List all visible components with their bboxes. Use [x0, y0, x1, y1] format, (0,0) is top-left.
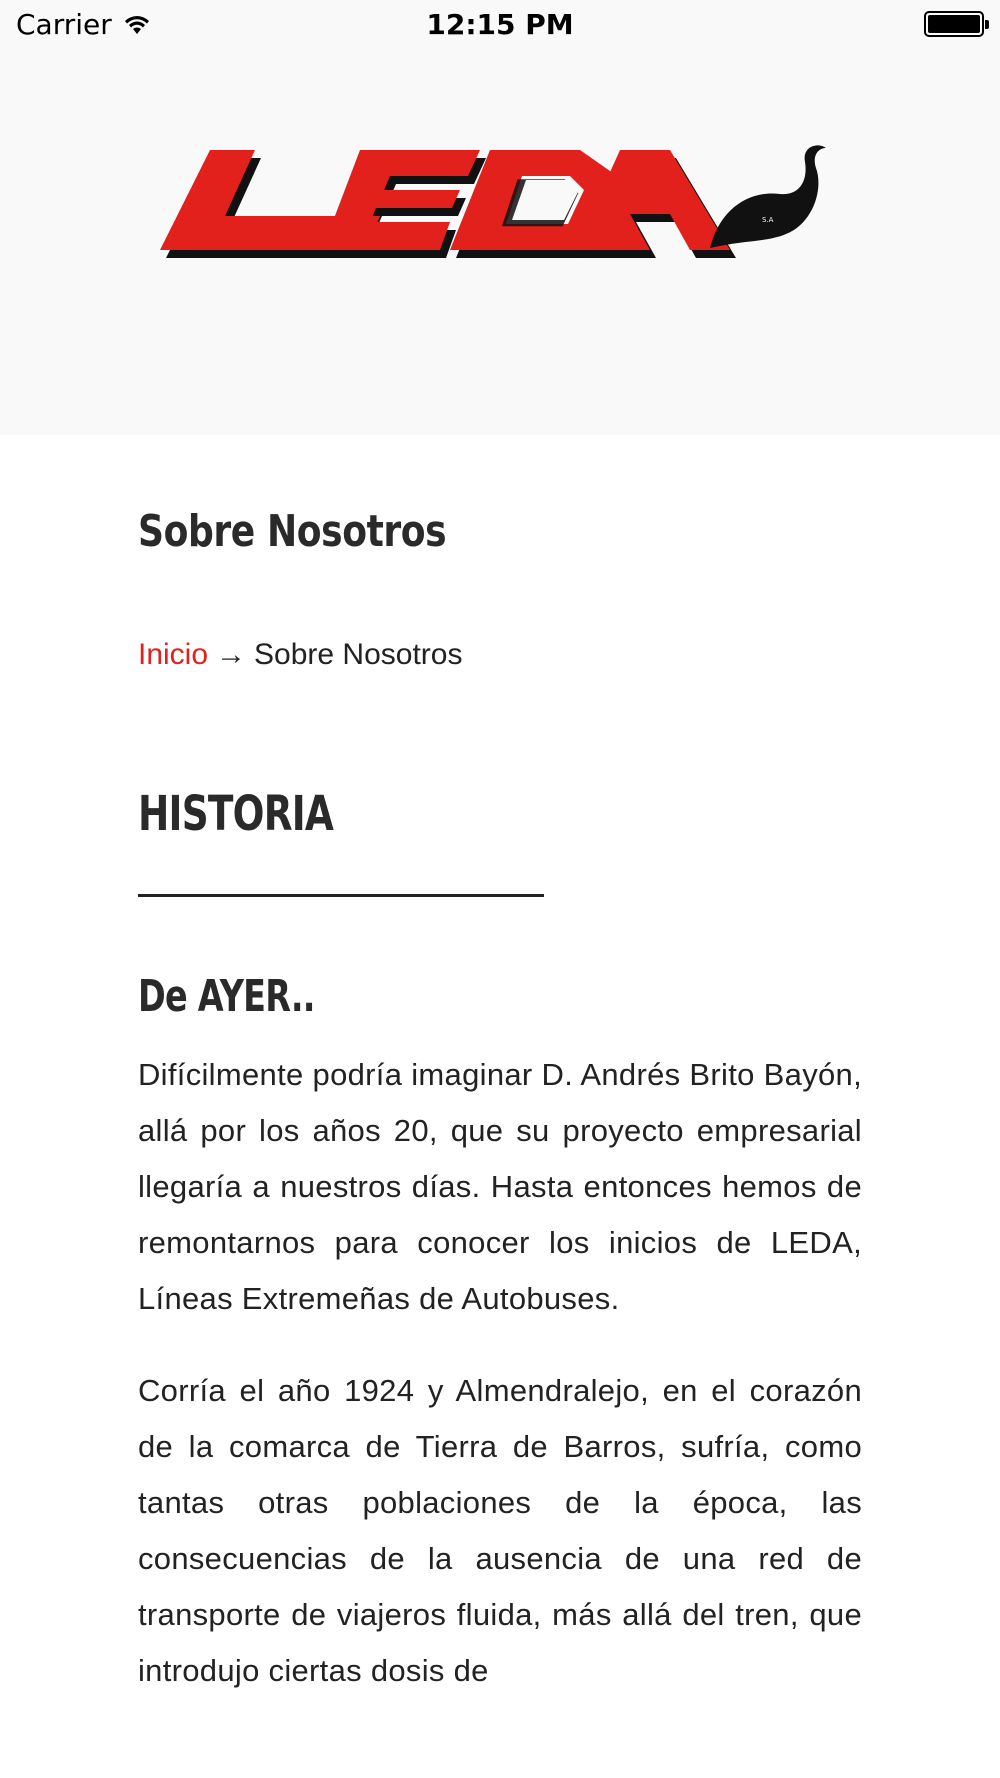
leda-logo [150, 138, 850, 278]
main-content [138, 435, 862, 1699]
section-divider [138, 894, 544, 897]
breadcrumb [138, 640, 862, 670]
status-bar [0, 0, 1000, 48]
breadcrumb-current: Sobre Nosotros [254, 638, 463, 671]
emblem-icon [710, 145, 826, 248]
subsection-title: De AYER.. [138, 971, 315, 1022]
page-title: Sobre Nosotros [138, 506, 447, 557]
history-paragraph-1: Difícilmente podría imaginar D. Andrés Brito Bayón, allá por los años 20, que su proyecto empresarial llegaría a nuestros días. Hasta entonces hemos de remontarnos para conocer los inicios de LEDA, Líneas Extremeñas de Autobuses. [138, 1057, 862, 1316]
wifi-icon [122, 12, 152, 36]
clock: 12:15 PM [426, 7, 574, 41]
battery-icon [924, 11, 984, 37]
history-paragraph-2: Corría el año 1924 y Almendralejo, en el corazón de la comarca de Tierra de Barros, sufría, como tantas otras poblaciones de la época, las consecuencias de la ausencia de una red de transporte de viajeros fluida, más allá del tren, que introdujo ciertas dosis de [138, 1373, 862, 1688]
brand-logo[interactable] [150, 138, 850, 278]
carrier-label: Carrier [16, 7, 112, 41]
breadcrumb-separator: → [216, 638, 247, 671]
section-title: HISTORIA [138, 786, 334, 842]
status-left [16, 8, 152, 41]
svg-text:S.A: S.A [762, 216, 774, 224]
breadcrumb-home-link[interactable]: Inicio [138, 638, 209, 671]
site-header [0, 48, 1000, 435]
